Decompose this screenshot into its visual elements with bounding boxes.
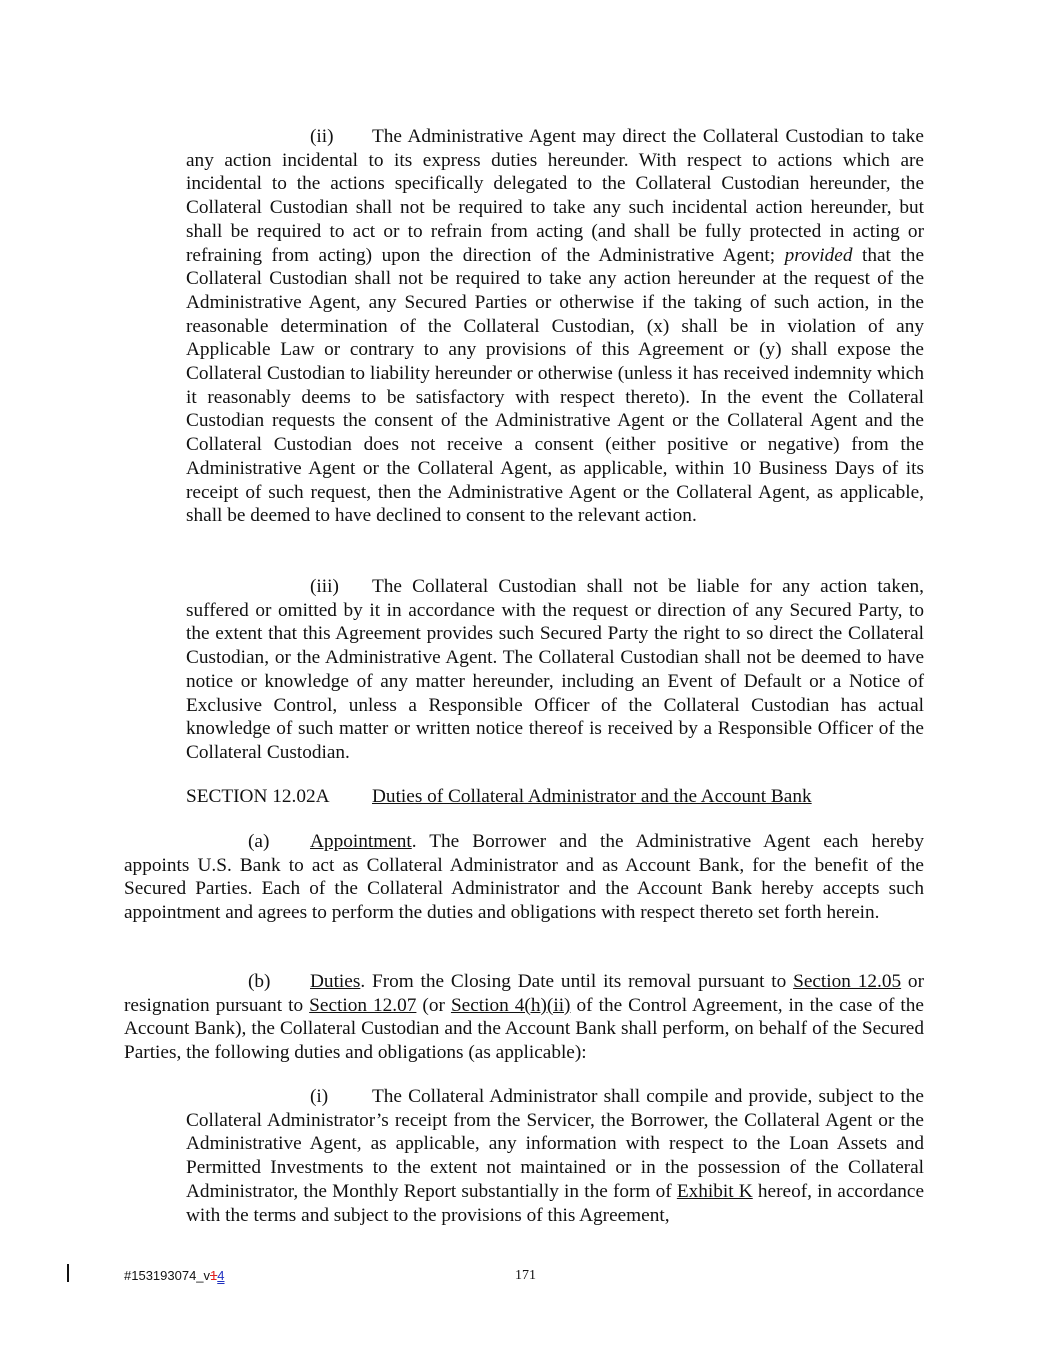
paragraph-b bbox=[124, 970, 924, 1065]
section-reference: Section 12.05 bbox=[793, 971, 902, 992]
paragraph-text: The Collateral Administrator shall compile and provide, subject to the Collateral Administrator’s receipt from the Servicer, the Borrower, the Collateral Agent or the Administrative Agent, as applicable, any information with respect to the Loan Assets and Permitted Investments to the extent not maintained or in the possession of the Collateral Administrator, the Monthly Report substantially in the form of bbox=[186, 1086, 924, 1202]
paragraph-text: of the Control Agreement, in the case of the Account Bank), the Collateral Custodian and the Account Bank shall perform, on behalf of the Secured Parties, the following duties and obligations (as applicable): bbox=[124, 994, 924, 1064]
paragraph-ii bbox=[186, 125, 924, 528]
section-reference: Section 12.07 bbox=[309, 994, 417, 1016]
paragraph-label: (ii) bbox=[310, 126, 334, 147]
document-id-prefix: #153193074_v bbox=[124, 1268, 211, 1283]
paragraph-label: (b) bbox=[248, 971, 271, 992]
paragraph-text: The Administrative Agent may direct the Collateral Custodian to take any action incidental to its express duties hereunder. With respect to actions which are incidental to the actions specifically delegated to the Collateral Custodian hereunder, the Collateral Custodian shall not be required to take any such incidental action hereunder, but shall be required to act or to refrain from acting (and shall be fully protected in acting or refraining from acting) upon the direction of the Administrative Agent; bbox=[186, 126, 924, 266]
document-id bbox=[124, 1264, 225, 1288]
paragraph-text: . From the Closing Date until its removal pursuant to bbox=[360, 971, 794, 992]
section-reference: Section 4(h)(ii) bbox=[450, 994, 571, 1016]
paragraph-label: (a) bbox=[248, 831, 270, 852]
paragraph-heading: Duties bbox=[310, 971, 361, 992]
paragraph-heading: Appointment bbox=[310, 831, 412, 852]
section-title: Duties of Collateral Administrator and the Account Bank bbox=[372, 786, 812, 807]
inserted-version: 4 bbox=[217, 1268, 225, 1283]
paragraph-text: hereof, in accordance with the terms and subject to the provisions of this Agreement, bbox=[186, 1180, 924, 1226]
paragraph-text: that the Collateral Custodian shall not be required to take any action hereunder at the request of the Administrative Agent, any Secured Parties or otherwise if the taking of such action, in the reasonable determination of the Collateral Custodian, (x) shall be in violation of any Applicable Law or contrary to any provisions of this Agreement or (y) shall expose the Collateral Custodian to liability hereunder or otherwise (unless it has received indemnity which it reasonably deems to be satisfactory with respect thereto). In the event the Collateral Custodian requests the consent of the Administrative Agent or the Collateral Agent and the Collateral Custodian does not receive a consent (either positive or negative) from the Administrative Agent or the Collateral Agent, as applicable, within 10 Business Days of its receipt of such request, then the Administrative Agent or the Collateral Agent, as applicable, shall be deemed to have declined to consent to the relevant action. bbox=[186, 244, 925, 527]
paragraph-a bbox=[124, 830, 924, 925]
paragraph-iii bbox=[186, 575, 924, 765]
revision-change-bar bbox=[67, 1264, 69, 1282]
paragraph-text: (or bbox=[416, 994, 451, 1016]
page-number: 171 bbox=[515, 1268, 536, 1283]
paragraph-b-i bbox=[186, 1085, 924, 1227]
italic-term: provided bbox=[784, 244, 853, 266]
exhibit-reference: Exhibit K bbox=[676, 1180, 753, 1202]
paragraph-text: The Collateral Custodian shall not be liable for any action taken, suffered or omitted by it in accordance with the request or direction of any Secured Party, to the extent that this Agreement provides such Secured Party the right to so direct the Collateral Custodian, or the Administrative Agent. The Collateral Custodian shall not be deemed to have notice or knowledge of any matter hereunder, including an Event of Default or a Notice of Exclusive Control, unless a Responsible Officer of the Collateral Custodian has actual knowledge of such matter or written notice thereof is received by a Responsible Officer of the Collateral Custodian. bbox=[186, 576, 924, 763]
section-number: SECTION 12.02A bbox=[186, 786, 330, 807]
paragraph-text: . The Borrower and the Administrative Agent each hereby appoints U.S. Bank to act as Collateral Administrator and as Account Bank, for the benefit of the Secured Parties. Each of the Collateral Administrator and the Account Bank hereby accepts such appointment and agrees to perform the duties and obligations with respect thereto set forth herein. bbox=[124, 831, 924, 924]
paragraph-label: (iii) bbox=[310, 576, 339, 597]
paragraph-text: or resignation pursuant to bbox=[124, 971, 924, 1016]
section-heading bbox=[186, 785, 812, 809]
deleted-version: 1 bbox=[210, 1268, 218, 1283]
paragraph-label: (i) bbox=[310, 1086, 329, 1107]
